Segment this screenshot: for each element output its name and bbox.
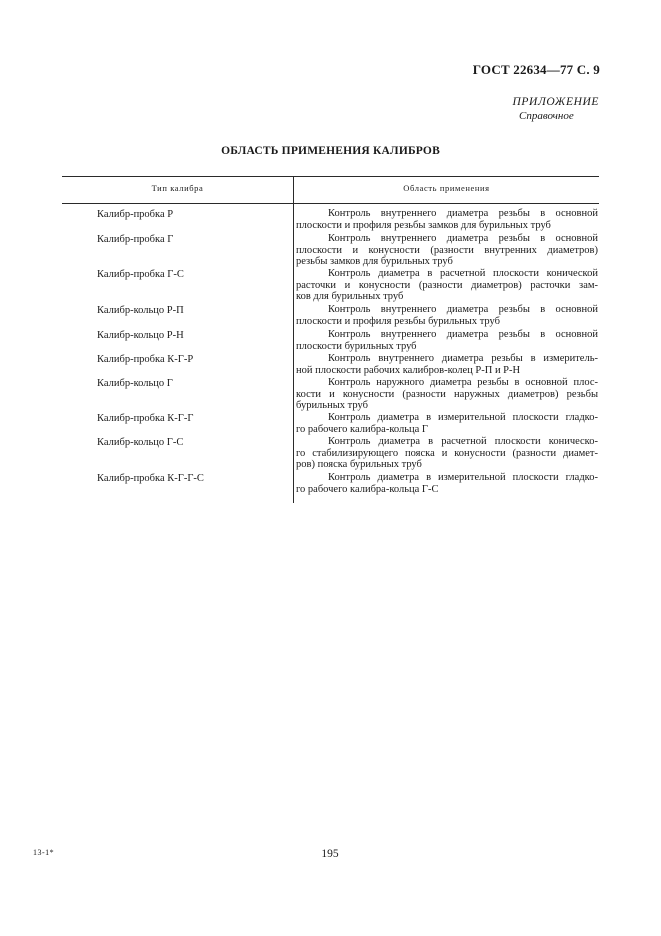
application-line: Контроль внутреннего диаметра резьбы в основной	[328, 329, 598, 340]
application-line: кости и конусности (разности наружных диаметров) резьбы	[296, 388, 598, 400]
application-line: Контроль внутреннего диаметра резьбы в измеритель-	[328, 353, 598, 364]
application-line: плоскости и конусности (разности внутренних диаметров)	[296, 244, 598, 256]
application-line: резьбы замков для бурильных труб	[296, 256, 453, 268]
table-cell-application	[296, 412, 598, 435]
application-line: го рабочего калибра-кольца Г-С	[296, 483, 439, 495]
table-cell-type: Калибр-кольцо Р-П	[97, 305, 184, 316]
application-line: ной плоскости рабочих калибров-колец Р-П и Р-Н	[296, 364, 521, 376]
appendix-label: ПРИЛОЖЕНИЕ	[512, 96, 599, 108]
application-line: Контроль внутреннего диаметра резьбы в основной	[328, 208, 598, 219]
table-cell-type: Калибр-пробка К-Г-Р	[97, 354, 194, 365]
application-line: плоскости бурильных труб	[296, 340, 417, 352]
application-line: Контроль диаметра в расчетной плоскости коническо-	[328, 436, 598, 447]
table-cell-type: Калибр-пробка Г-С	[97, 269, 184, 280]
application-line: Контроль внутреннего диаметра резьбы в основной	[328, 304, 598, 315]
application-line: ров) пояска бурильных труб	[296, 459, 422, 471]
table-cell-type: Калибр-кольцо Р-Н	[97, 330, 184, 341]
application-line: бурильных труб	[296, 400, 368, 412]
application-line: Контроль наружного диаметра резьбы в основной плос-	[328, 377, 598, 388]
application-line: го рабочего калибра-кольца Г	[296, 423, 428, 435]
table-cell-application	[296, 436, 598, 471]
application-line: Контроль диаметра в измерительной плоскости гладко-	[328, 412, 598, 423]
table-column-divider	[293, 176, 294, 503]
table-cell-application	[296, 329, 598, 352]
appendix-type: Справочное	[519, 110, 574, 122]
application-line: Контроль диаметра в измерительной плоскости гладко-	[328, 472, 598, 483]
table-cell-type: Калибр-кольцо Г-С	[97, 437, 184, 448]
table-cell-application	[296, 304, 598, 327]
table-cell-type: Калибр-пробка Г	[97, 234, 174, 245]
application-line: ков для бурильных труб	[296, 291, 404, 303]
table-cell-type: Калибр-пробка К-Г-Г-С	[97, 473, 204, 484]
table-cell-application	[296, 353, 598, 376]
column-header-application: Область применения	[403, 183, 490, 193]
column-header-type: Тип калибра	[151, 183, 204, 193]
table-cell-application	[296, 233, 598, 268]
table-cell-type: Калибр-пробка К-Г-Г	[97, 413, 194, 424]
table-cell-application	[296, 377, 598, 412]
application-line: плоскости и профиля резьбы бурильных труб	[296, 315, 501, 327]
application-line: расточки и конусности (разности диаметров) расточки зам-	[296, 279, 598, 291]
application-line: плоскости и профиля резьбы замков для бурильных труб	[296, 219, 551, 231]
table-cell-application	[296, 472, 598, 495]
application-line: Контроль внутреннего диаметра резьбы в основной	[328, 233, 598, 244]
application-line: го стабилизирующего пояска и конусности (разности диамет-	[296, 447, 598, 459]
signature-mark: 13-1*	[33, 848, 55, 857]
table-cell-type: Калибр-пробка Р	[97, 209, 174, 220]
page-title: ОБЛАСТЬ ПРИМЕНЕНИЯ КАЛИБРОВ	[221, 145, 440, 157]
standard-reference: ГОСТ 22634—77 С. 9	[472, 62, 600, 77]
table-cell-application	[296, 208, 598, 231]
table-header-rule	[62, 203, 599, 204]
page-number: 195	[321, 848, 339, 860]
table-cell-type: Калибр-кольцо Г	[97, 378, 173, 389]
table-cell-application	[296, 268, 598, 303]
application-line: Контроль диаметра в расчетной плоскости конической	[328, 268, 598, 279]
table-top-rule	[62, 176, 599, 177]
